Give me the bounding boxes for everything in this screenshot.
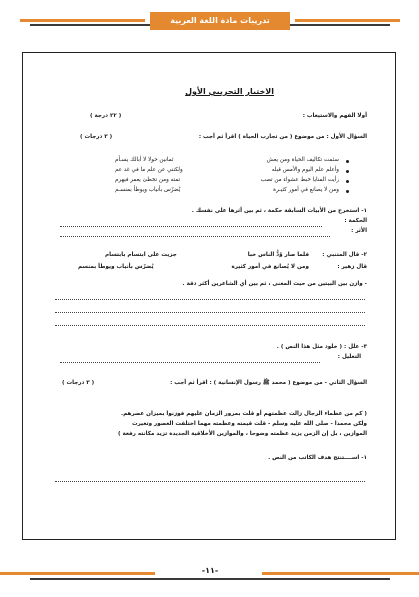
answer-line bbox=[55, 481, 365, 482]
verse-bullet bbox=[346, 180, 349, 183]
q1-subq2-verse1-left: جزيت على ابتسام بابتسام bbox=[105, 252, 177, 258]
q1-subq2-verse1-right: فلما صار وُدُّ الناس خبا bbox=[247, 252, 309, 258]
page-number: -١١- bbox=[201, 566, 219, 575]
verse-bullet bbox=[346, 160, 349, 163]
q1-marks: ( ٣ درجات ) bbox=[80, 134, 113, 140]
q2-marks: ( ٣ درجات ) bbox=[62, 380, 95, 386]
q1-subq2-verse2-right: ومن لا يُصانع في أمور كثيرة bbox=[231, 264, 309, 270]
verse-left: يُضرّس بأنياب ويوطأ بمنسـم bbox=[115, 187, 181, 193]
header-title: تدريبات مادة اللغة العربية bbox=[150, 12, 290, 30]
verse-bullet bbox=[346, 170, 349, 173]
q1-subq3: ٣- علل : ( خلود مثل هذا النص ) . bbox=[276, 344, 367, 350]
answer-line bbox=[60, 362, 320, 363]
verse-right: رأيت المنايا خبط عشواء من تصب bbox=[260, 177, 339, 183]
verse-right: ومن لا يصانع في أمور كثيـرة bbox=[273, 187, 339, 193]
verse-left: تمته ومن تخطئ يعمر فيهرم bbox=[115, 177, 181, 183]
answer-line bbox=[55, 325, 365, 326]
section1-title: أولا الفهم والاستيعاب : bbox=[302, 113, 367, 119]
q1-subq3-label: التعليل : bbox=[337, 354, 361, 360]
verse-right: سئمت تكاليف الحياة ومن يعش bbox=[266, 157, 339, 163]
header-stripe-right bbox=[295, 19, 400, 22]
exam-title: الاختبار التجريبي الأول bbox=[185, 87, 274, 96]
header-stripe-left bbox=[20, 19, 145, 22]
q1-title: السؤال الأول : من موضوع ( من تجارب الحياة ) اقرأ ثم أجب : bbox=[198, 134, 367, 140]
page-frame bbox=[22, 52, 396, 540]
q1-subq2-verse2-left: يُضرّس بأنياب ويوطأ بمنسم bbox=[78, 264, 154, 270]
answer-line bbox=[55, 299, 365, 300]
q2-paragraph-line: ( كم من عظماء الرجال زالت عظمتهم أو قلت بمرور الزمان عليهم فوزنوا بميزان عصرهم. bbox=[121, 411, 367, 417]
q1-subq2-intro: ٢- قال المتنبي : bbox=[322, 252, 367, 258]
answer-line bbox=[55, 312, 365, 313]
q1-subq2-task: - وازن بين البيتين من حيث المعنى ، ثم بين أي الشاعرين أكثر دقة . bbox=[182, 281, 367, 287]
answer-line bbox=[60, 226, 322, 227]
q1-subq1-label-effect: الأثر : bbox=[351, 228, 367, 234]
verse-bullet bbox=[346, 190, 349, 193]
answer-line bbox=[60, 236, 330, 237]
q1-subq2-intro2: قال زهير : bbox=[337, 264, 367, 270]
footer-stripe-left bbox=[0, 572, 155, 575]
q2-paragraph-line: ولكن محمدا - صلى الله عليه وسلم - قلت قيمته وعظمته مهما اختلفت العصور وتغيرت bbox=[131, 421, 367, 427]
verse-right: وأعلم علم اليوم والأمس قبله bbox=[271, 167, 339, 173]
q2-subq1: ١- اســــتنتج هدف الكاتب من النص . bbox=[268, 455, 367, 461]
section1-marks: ( ٢٢ درجة ) bbox=[90, 113, 122, 119]
q1-subq1: ١- استخرج من الأبيات السابقة حكمة ، ثم بين أثرها على نفسك . bbox=[191, 208, 367, 214]
verse-left: ثمانين حولا لا أبالك يسـأم bbox=[115, 157, 174, 163]
footer-stripe-right bbox=[262, 572, 419, 575]
q2-paragraph-line: الموازين ، بل إن الزمن يزيد عظمته وضوحا ، والموازين الأخلاقية الجديدة تزيد مكانته رفعة ) bbox=[117, 431, 367, 437]
q2-title: السؤال الثاني - من موضوع ( محمد ﷺ رسول الإنسانية ) : اقرأ ثم أجب : bbox=[170, 380, 367, 386]
q1-subq1-label-wisdom: الحكمة : bbox=[344, 218, 367, 224]
verse-left: ولكنني عن علم ما في غد عم bbox=[115, 167, 183, 173]
footer-stripe-dark bbox=[30, 578, 390, 580]
